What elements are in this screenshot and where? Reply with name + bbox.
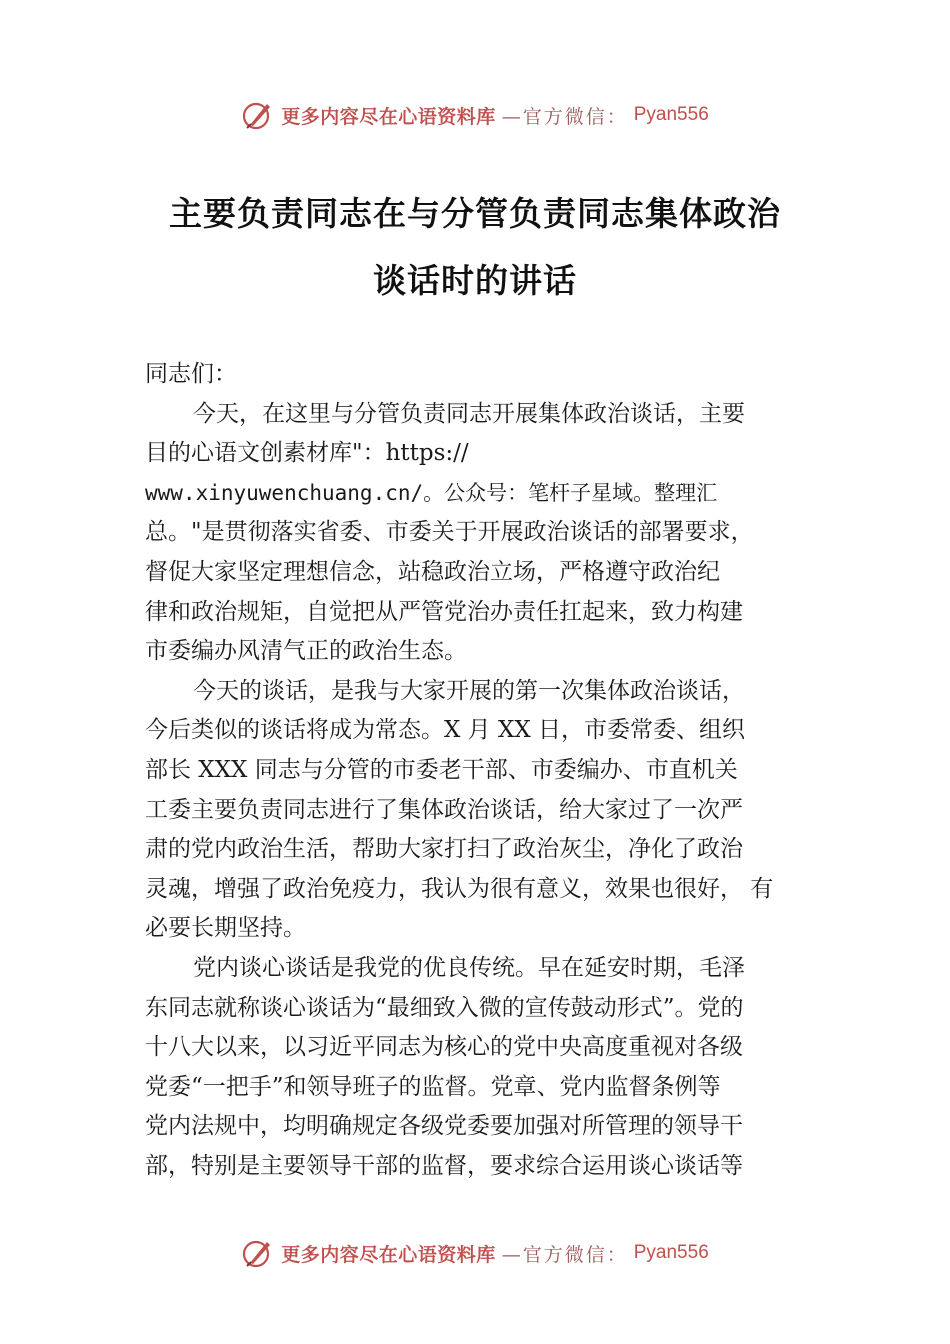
body-line: 总。"是贯彻落实省委、市委关于开展政治谈话的部署要求， <box>145 519 754 546</box>
salutation: 同志们： <box>145 361 237 387</box>
body-line: 今天的谈话，是我与大家开展的第一次集体政治谈话， <box>193 677 745 704</box>
quill-pen-circle-icon <box>241 98 275 132</box>
header-brand-text: 更多内容尽在心语资料库 <box>281 105 496 128</box>
document-title-line-1: 主要负责同志在与分管负责同志集体政治 <box>169 194 781 233</box>
header-watermark-banner <box>0 95 950 135</box>
quill-pen-circle-icon <box>241 1236 275 1270</box>
body-line: 东同志就称谈心谈话为“最细致入微的宣传鼓动形式”。党的 <box>145 994 744 1021</box>
body-line: 今天，在这里与分管负责同志开展集体政治谈话，主要 <box>193 400 745 427</box>
body-line-url: www.xinyuwenchuang.cn/。公众号：笔杆子星域。整理汇 <box>145 480 718 505</box>
body-line: 党委“一把手”和领导班子的监督。党章、党内监督条例等 <box>145 1073 721 1100</box>
body-line: 肃的党内政治生活，帮助大家打扫了政治灰尘，净化了政治 <box>145 836 743 863</box>
body-line: 党内法规中，均明确规定各级党委要加强对所管理的领导干 <box>145 1113 743 1140</box>
body-line: 今后类似的谈话将成为常态。X 月 XX 日，市委常委、组织 <box>145 717 746 744</box>
footer-contact-text: —官方微信： <box>501 1243 628 1266</box>
body-line: 律和政治规矩，自觉把从严管党治办责任扛起来，致力构建 <box>145 598 743 625</box>
body-line: 十八大以来，以习近平同志为核心的党中央高度重视对各级 <box>145 1034 743 1061</box>
body-line: 工委主要负责同志进行了集体政治谈话，给大家过了一次严 <box>145 796 743 823</box>
body-line: 部，特别是主要领导干部的监督，要求综合运用谈心谈话等 <box>145 1152 743 1179</box>
body-line: 党内谈心谈话是我党的优良传统。早在延安时期，毛泽 <box>193 954 745 981</box>
document-title-line-2: 谈话时的讲话 <box>373 261 577 300</box>
body-line: 部长 XXX 同志与分管的市委老干部、市委编办、市直机关 <box>145 756 738 783</box>
header-contact-text: —官方微信： <box>501 105 628 128</box>
footer-watermark-banner <box>0 1233 950 1273</box>
body-line: 必要长期坚持。 <box>145 915 306 942</box>
footer-brand-text: 更多内容尽在心语资料库 <box>281 1243 496 1266</box>
body-line: 灵魂，增强了政治免疫力，我认为很有意义，效果也很好， 有 <box>145 875 774 902</box>
document-body <box>145 355 815 1186</box>
header-wechat-id: Pyan556 <box>633 104 709 125</box>
body-line: 目的心语文创素材库"：https:// <box>145 440 469 467</box>
body-line: 市委编办风清气正的政治生态。 <box>145 638 467 665</box>
footer-wechat-id: Pyan556 <box>633 1242 709 1263</box>
body-line: 督促大家坚定理想信念，站稳政治立场，严格遵守政治纪 <box>145 558 720 585</box>
